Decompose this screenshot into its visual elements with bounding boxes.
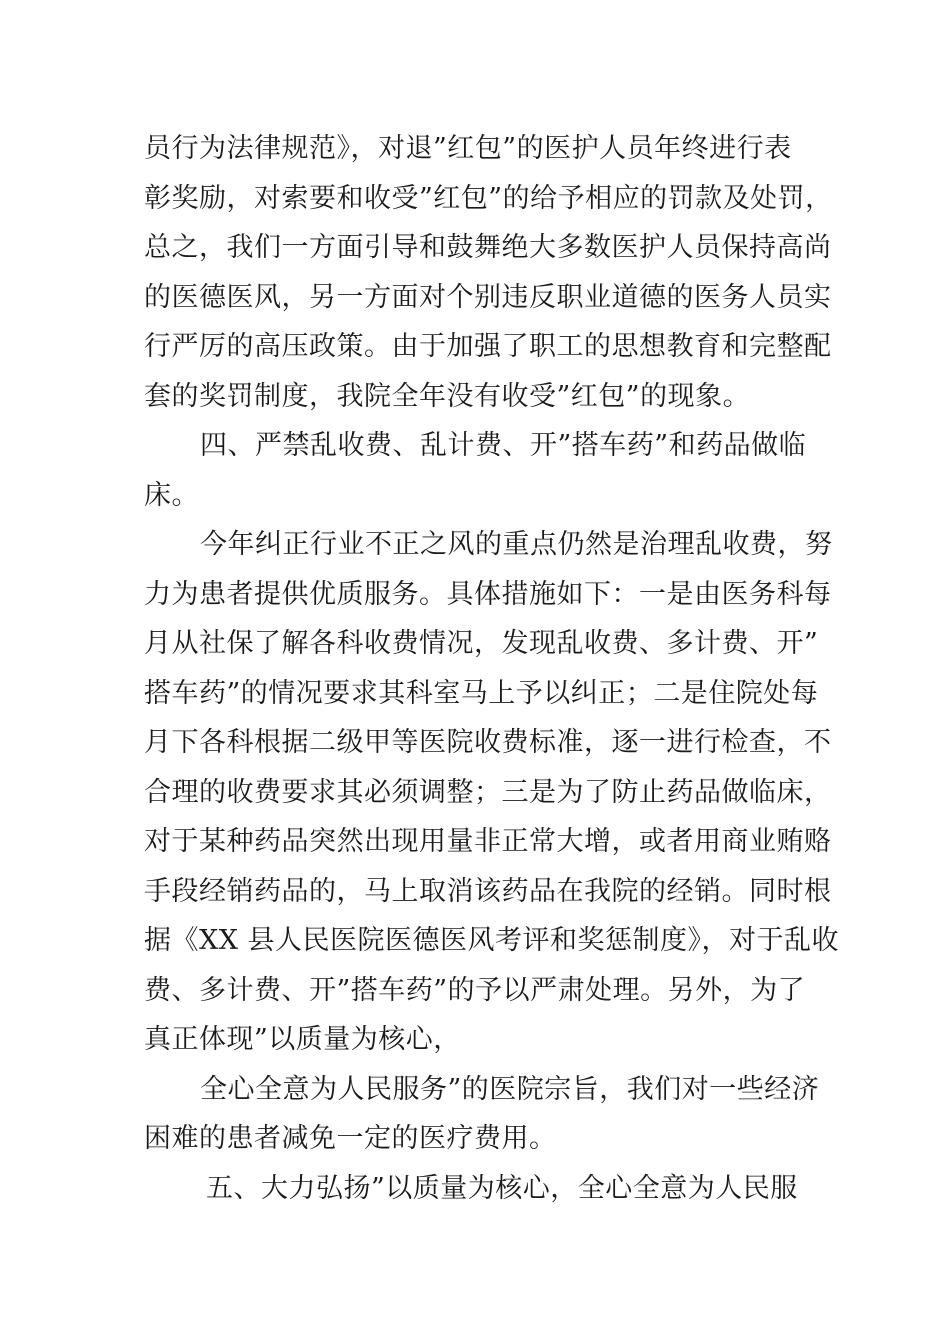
text-line-12: 搭车药”的情况要求其科室马上予以纠正；二是住院处每 [144,677,819,709]
text-line-16: 手段经销药品的，马上取消该药品在我院的经销。同时根 [144,875,832,907]
text-line-10: 力为患者提供优质服务。具体措施如下：一是由医务科每 [144,578,832,610]
text-line-19: 真正体现”以质量为核心， [144,1024,461,1055]
text-line-21: 困难的患者减免一定的医疗费用。 [144,1123,557,1154]
text-line-18: 费、多计费、开”搭车药”的予以严肃处理。另外，为了 [144,974,806,1006]
section-heading-4: 四、严禁乱收费、乱计费、开”搭车药”和药品做临 [200,430,807,461]
text-line-11: 月从社保了解各科收费情况，发现乱收费、多计费、开” [144,628,819,659]
text-line-8: 床。 [144,479,199,511]
section-heading-5: 五、大力弘扬”以质量为核心，全心全意为人民服 [206,1172,798,1204]
text-line-6: 套的奖罚制度，我院全年没有收受”红包”的现象。 [144,380,751,412]
text-line-4: 的医德医风，另一方面对个别违反职业道德的医务人员实 [144,281,832,313]
text-line-5: 行严厉的高压政策。由于加强了职工的思想教育和完整配 [144,331,832,362]
document-body [144,124,840,1213]
text-line-17: 据《XX 县人民医院医德医风考评和奖惩制度》，对于乱收 [144,925,840,956]
text-line-13: 月下各科根据二级甲等医院收费标准，逐一进行检查，不 [144,727,832,758]
paragraph-continuation-line: 全心全意为人民服务”的医院宗旨，我们对一些经济 [200,1073,820,1105]
text-line-3: 总之，我们一方面引导和鼓舞绝大多数医护人员保持高尚 [144,232,832,263]
paragraph-start-line: 今年纠正行业不正之风的重点仍然是治理乱收费，努 [200,529,833,560]
text-line-14: 合理的收费要求其必须调整；三是为了防止药品做临床， [144,776,832,808]
text-line-15: 对于某种药品突然出现用量非正常大增，或者用商业贿赂 [144,826,832,857]
text-line-1: 员行为法律规范》，对退”红包”的医护人员年终进行表 [144,133,792,164]
text-line-2: 彰奖励，对索要和收受”红包”的给予相应的罚款及处罚， [144,182,833,214]
